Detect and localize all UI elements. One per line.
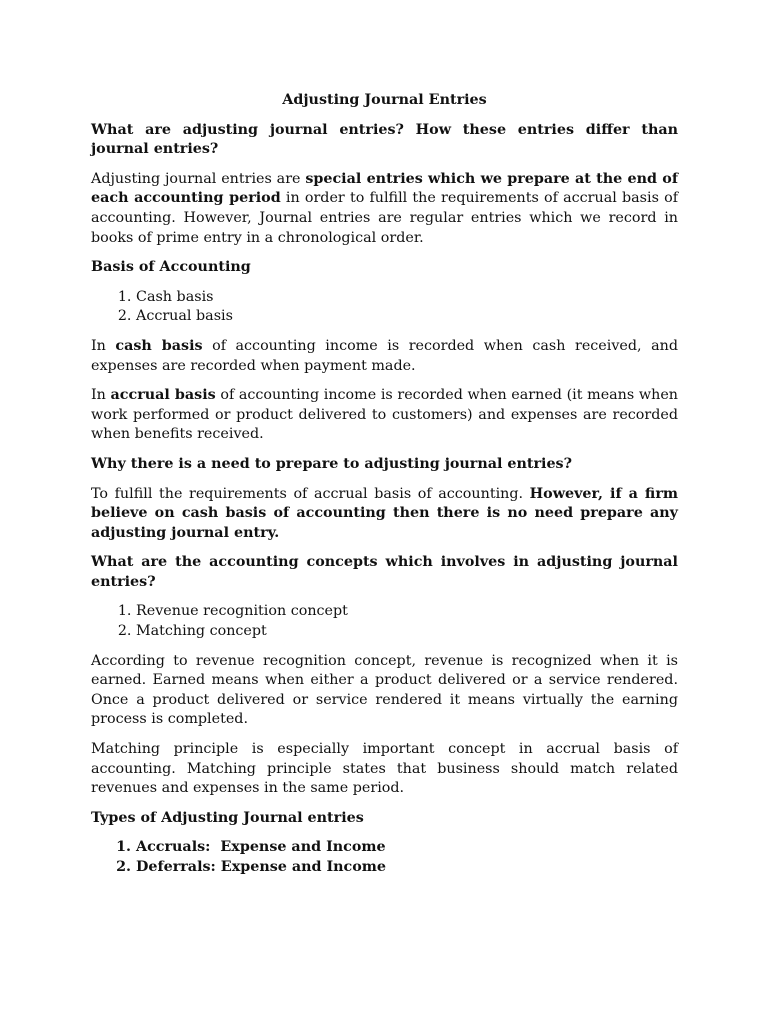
list-item: 2. Accrual basis	[136, 307, 678, 327]
paragraph-cash-basis-bold: cash basis	[115, 337, 203, 354]
list-item: 1. Revenue recognition concept	[136, 602, 678, 622]
paragraph-fulfill-text: To fulfill the requirements of accrual basis of accounting.	[91, 485, 530, 502]
paragraph-revenue-recognition: According to revenue recognition concept, revenue is recognized when it is earned. Earned means when either a product delivered or a service rendered. Once a product delivered or service rendered it means virtually the earning process is completed.	[91, 652, 678, 728]
paragraph-fulfill-bold: However, if a firm believe on cash basis of accounting then there is no need prepare any adjusting journal entry.	[91, 485, 678, 541]
list-types-of-adjusting	[91, 838, 678, 877]
list-item-text: Deferrals: Expense and Income	[136, 859, 387, 875]
list-item: 2. Matching concept	[136, 622, 678, 642]
paragraph-definition	[91, 170, 678, 248]
list-basis-of-accounting	[91, 288, 678, 327]
question-accounting-concepts: What are the accounting concepts which involves in adjusting journal entries?	[91, 554, 678, 590]
paragraph-accrual-basis-bold: accrual basis	[110, 387, 216, 404]
list-item: 1. Cash basis	[136, 288, 678, 308]
document-page	[91, 91, 678, 888]
paragraph-definition-bold: special entries which we prepare at the end of each accounting period	[91, 170, 678, 207]
heading-basis-of-accounting: Basis of Accounting	[91, 259, 251, 276]
paragraph-accrual-basis-text-2: of accounting income is recorded when earned (it means when work performed or product delivered to customers) and expenses are recorded when benefits received.	[91, 387, 678, 443]
paragraph-definition-text-2: in order to fulfill the requirements of accrual basis of accounting. However, Journal entries are regular entries which we record in books of prime entry in a chronological order.	[91, 190, 678, 246]
list-item	[136, 838, 678, 858]
paragraph-cash-basis-text-2: of accounting income is recorded when cash received, and expenses are recorded when payment made.	[91, 337, 678, 374]
heading-types-of-adjusting: Types of Adjusting Journal entries	[91, 809, 364, 826]
paragraph-accrual-basis	[91, 386, 678, 445]
paragraph-accrual-basis-text-1: In	[91, 387, 111, 404]
question-why-need-adjusting: Why there is a need to prepare to adjusting journal entries?	[91, 455, 572, 472]
paragraph-definition-text-1: Adjusting journal entries are	[91, 170, 306, 187]
list-item-text: Accruals: Expense and Income	[136, 839, 386, 856]
list-accounting-concepts	[91, 602, 678, 641]
question-what-are-adjusting-entries: What are adjusting journal entries? How these entries differ than journal entries?	[91, 121, 678, 158]
document-title: Adjusting Journal Entries	[282, 92, 487, 108]
list-item	[136, 858, 678, 878]
paragraph-cash-basis-text-1: In	[91, 337, 116, 354]
paragraph-cash-basis	[91, 337, 678, 376]
paragraph-fulfill-requirements	[91, 485, 678, 544]
paragraph-matching-principle: Matching principle is especially important concept in accrual basis of accounting. Matching principle states that business should match related revenues and expenses in the same period.	[91, 741, 678, 797]
